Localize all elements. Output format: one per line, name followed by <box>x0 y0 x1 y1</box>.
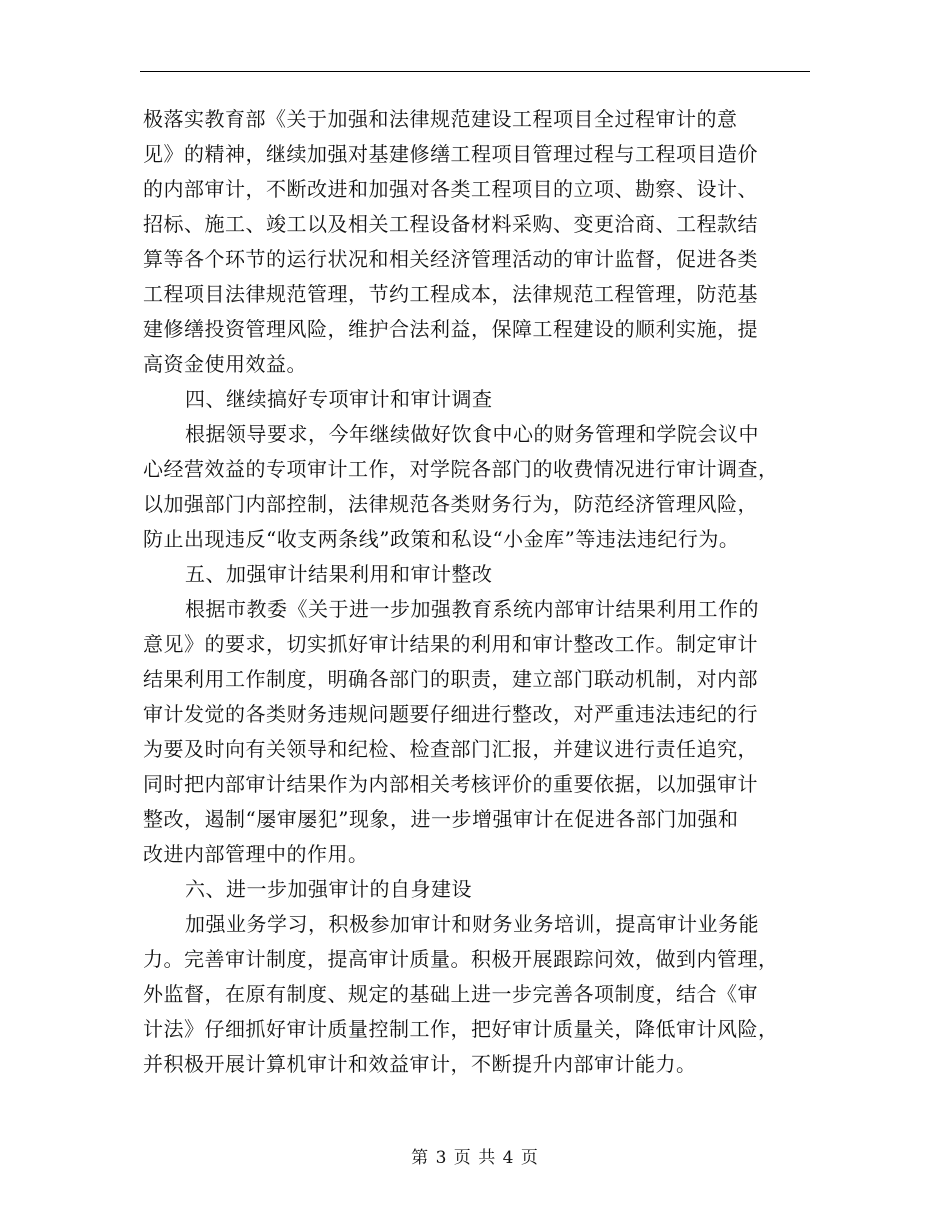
text-line: 招标、施工、竣工以及相关工程设备材料采购、变更洽商、工程款结 <box>143 212 758 236</box>
text-line: 意见》的要求，切实抓好审计结果的利用和审计整改工作。制定审计 <box>143 632 758 656</box>
text-line: 审计发觉的各类财务违规问题要仔细进行整改，对严重违法违纪的行 <box>143 702 758 726</box>
text-line: 的内部审计，不断改进和加强对各类工程项目的立项、勘察、设计、 <box>143 177 758 201</box>
paragraph-first-line: 加强业务学习，积极参加审计和财务业务培训，提高审计业务能 <box>185 912 759 936</box>
paragraph-first-line: 根据领导要求，今年继续做好饮食中心的财务管理和学院会议中 <box>185 422 759 446</box>
document-body <box>143 102 813 1082</box>
text-line: 外监督，在原有制度、规定的基础上进一步完善各项制度，结合《审 <box>143 982 758 1006</box>
text-line: 同时把内部审计结果作为内部相关考核评价的重要依据，以加强审计 <box>143 772 758 796</box>
page-number-footer: 第 3 页 共 4 页 <box>411 1148 539 1168</box>
text-line: 计法》仔细抓好审计质量控制工作，把好审计质量关，降低审计风险， <box>143 1017 779 1041</box>
text-line: 以加强部门内部控制，法律规范各类财务行为，防范经济管理风险， <box>143 492 758 516</box>
paragraph-first-line: 四、继续搞好专项审计和审计调查 <box>185 387 493 411</box>
text-line: 见》的精神，继续加强对基建修缮工程项目管理过程与工程项目造价 <box>143 142 758 166</box>
text-line: 极落实教育部《关于加强和法律规范建设工程项目全过程审计的意 <box>143 107 738 131</box>
text-line: 心经营效益的专项审计工作，对学院各部门的收费情况进行审计调查， <box>143 457 779 481</box>
text-line: 高资金使用效益。 <box>143 352 307 376</box>
text-line: 工程项目法律规范管理，节约工程成本，法律规范工程管理，防范基 <box>143 282 758 306</box>
paragraph-first-line: 六、进一步加强审计的自身建设 <box>185 877 472 901</box>
text-line: 算等各个环节的运行状况和相关经济管理活动的审计监督，促进各类 <box>143 247 758 271</box>
paragraph-first-line: 根据市教委《关于进一步加强教育系统内部审计结果利用工作的 <box>185 597 759 621</box>
paragraph-first-line: 五、加强审计结果利用和审计整改 <box>185 562 493 586</box>
header-rule <box>140 71 810 72</box>
text-line: 改进内部管理中的作用。 <box>143 842 369 866</box>
text-line: 力。完善审计制度，提高审计质量。积极开展跟踪问效，做到内管理， <box>143 947 779 971</box>
text-line: 防止出现违反“收支两条线”政策和私设“小金库”等违法违纪行为。 <box>143 527 740 551</box>
text-line: 结果利用工作制度，明确各部门的职责，建立部门联动机制，对内部 <box>143 667 758 691</box>
text-line: 并积极开展计算机审计和效益审计，不断提升内部审计能力。 <box>143 1052 697 1076</box>
text-line: 为要及时向有关领导和纪检、检查部门汇报，并建议进行责任追究， <box>143 737 758 761</box>
text-line: 建修缮投资管理风险，维护合法利益，保障工程建设的顺利实施，提 <box>143 317 758 341</box>
text-line: 整改，遏制“屡审屡犯”现象，进一步增强审计在促进各部门加强和 <box>143 807 739 831</box>
